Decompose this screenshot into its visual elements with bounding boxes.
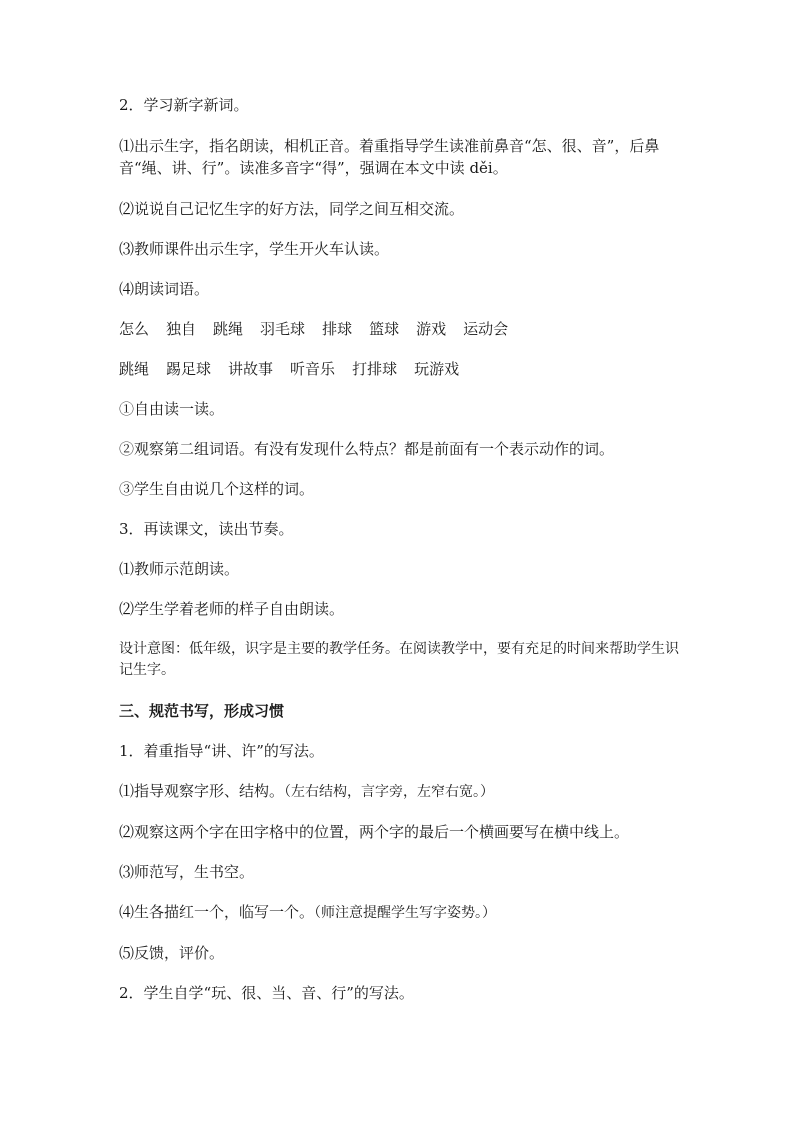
paragraph-memory-methods: ⑵说说自己记忆生字的好方法，同学之间互相交流。 xyxy=(119,200,465,218)
word-item: 打排球 xyxy=(352,360,398,378)
paragraph-observe-structure xyxy=(119,781,689,802)
paragraph-say-words: ③学生自由说几个这样的词。 xyxy=(119,480,315,498)
writing-step-2-heading: 2．学生自学“玩、很、当、音、行”的写法。 xyxy=(119,984,414,1002)
word-item: 游戏 xyxy=(416,320,447,338)
word-item: 独自 xyxy=(166,320,197,338)
word-item: 听音乐 xyxy=(290,360,336,378)
paragraph-teacher-demo: ⑶师范写，生书空。 xyxy=(119,863,255,881)
document-page xyxy=(119,95,689,1023)
word-item: 怎么 xyxy=(119,320,150,338)
word-item: 排球 xyxy=(322,320,353,338)
word-item: 运动会 xyxy=(463,320,509,338)
paragraph-trace-copy xyxy=(119,902,689,923)
step-3-heading: 3．再读课文，读出节奏。 xyxy=(119,520,294,538)
main-text: ⑴指导观察字形、结构。 xyxy=(119,782,285,800)
paragraph-free-read: ①自由读一读。 xyxy=(119,400,225,418)
word-item: 讲故事 xyxy=(228,360,274,378)
word-item: 踢足球 xyxy=(166,360,212,378)
section-3-heading: 三、规范书写，形成习惯 xyxy=(119,702,285,720)
paragraph-grid-position: ⑵观察这两个字在田字格中的位置，两个字的最后一个横画要写在横中线上。 xyxy=(119,823,630,841)
word-list-1 xyxy=(119,319,689,339)
word-item: 羽毛球 xyxy=(260,320,306,338)
paragraph-feedback: ⑸反馈，评价。 xyxy=(119,944,225,962)
design-intent-note: 设计意图：低年级，识字是主要的教学任务。在阅读教学中，要有充足的时间来帮助学生识记生字。 xyxy=(119,641,679,678)
word-item: 篮球 xyxy=(369,320,400,338)
main-text: ⑷生各描红一个，临写一个。 xyxy=(119,903,315,921)
step-2-heading: 2．学习新字新词。 xyxy=(119,96,249,114)
paragraph-observe-group: ②观察第二组词语。有没有发现什么特点？都是前面有一个表示动作的词。 xyxy=(119,440,615,458)
paragraph-student-read: ⑵学生学着老师的样子自由朗读。 xyxy=(119,600,345,618)
parenthetical-note: （左右结构，言字旁，左窄右宽。） xyxy=(284,784,495,800)
word-list-2 xyxy=(119,359,689,379)
writing-step-1-heading: 1．着重指导“讲、许”的写法。 xyxy=(119,742,324,760)
paragraph-read-words: ⑷朗读词语。 xyxy=(119,280,210,298)
paragraph-teacher-read: ⑴教师示范朗读。 xyxy=(119,560,240,578)
word-item: 玩游戏 xyxy=(414,360,460,378)
paragraph-show-characters: ⑴出示生字，指名朗读，相机正音。着重指导学生读准前鼻音“怎、很、音”，后鼻音“绳、讲、行”。读准多音字“得”，强调在本文中读 děi。 xyxy=(119,137,660,177)
parenthetical-note: （师注意提醒学生写字姿势。） xyxy=(314,905,497,921)
paragraph-courseware: ⑶教师课件出示生字，学生开火车认读。 xyxy=(119,240,390,258)
word-item: 跳绳 xyxy=(119,360,150,378)
word-item: 跳绳 xyxy=(213,320,244,338)
